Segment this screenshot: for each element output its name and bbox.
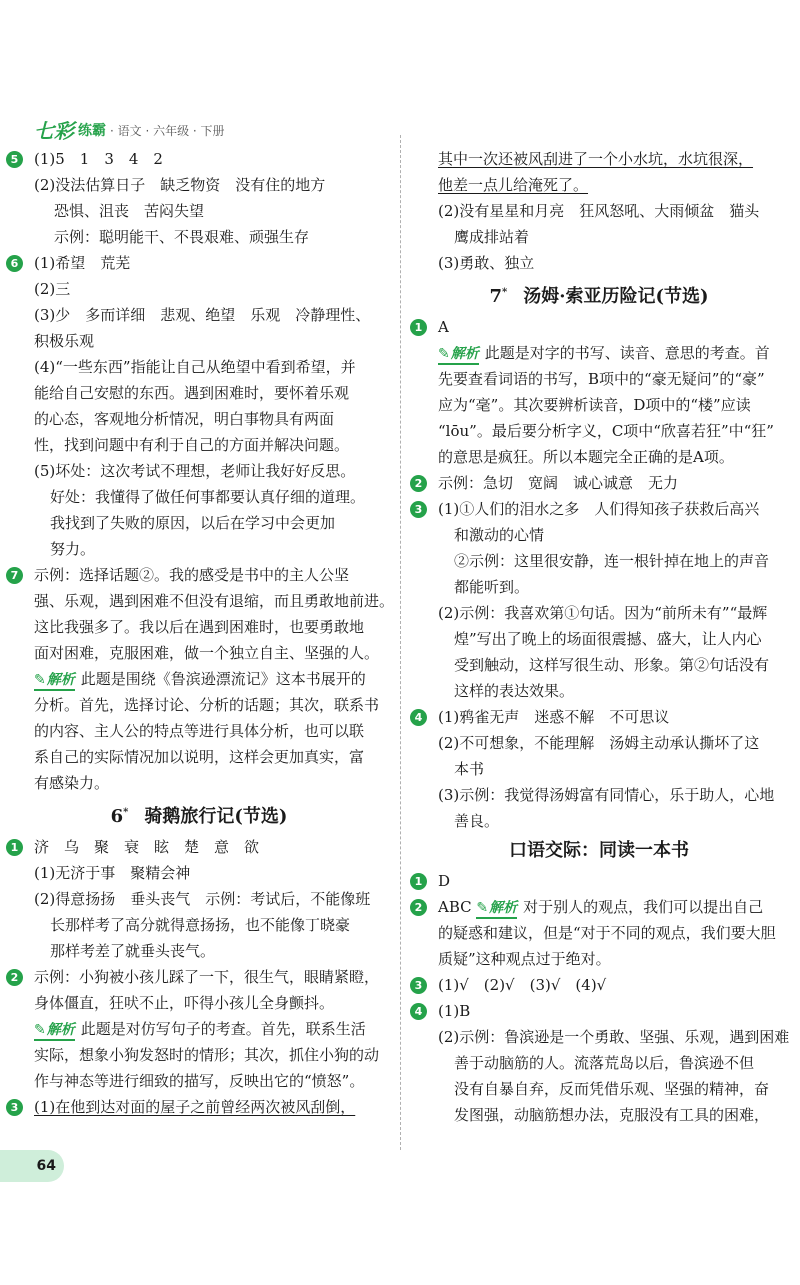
answer-line: 都能听到。 [454, 578, 530, 596]
answer-line: 努力。 [50, 540, 96, 558]
page-header [34, 120, 225, 142]
analysis-text: 此题是对仿写句子的考查。首先，联系生活 [80, 1020, 366, 1038]
analysis-tag: ✎ 解析 [34, 1021, 75, 1041]
lesson-6-answer-3-continued [410, 146, 788, 276]
answer-line: (1)鸦雀无声 迷惑不解 不可思议 [438, 708, 670, 726]
lesson-number: 7 [489, 286, 502, 307]
analysis-line [438, 340, 788, 366]
answer-line: “lōu”。最后要分析字义，C项中“欣喜若狂”中“狂” [438, 422, 774, 440]
question-number-badge: 1 [410, 873, 427, 890]
answer-6 [6, 250, 392, 562]
answer-line: 示例：选择话题②。我的感受是书中的主人公坚 [34, 566, 350, 584]
answer-line: (1)无济于事 聚精会神 [34, 864, 191, 882]
answer-line: (1)希望 荒芜 [34, 254, 131, 272]
lesson-mark: * [123, 807, 129, 818]
answer-line: 其中一次还被风刮进了一个小水坑，水坑很深， [438, 150, 754, 168]
answer-line: 的心态，客观地分析情况，明白事物具有两面 [34, 410, 335, 428]
answer-line: 分析。首先，选择讨论、分析的话题；其次，联系书 [34, 696, 380, 714]
answer-line: (3)少 多而详细 悲观、绝望 乐观 冷静理性、 [34, 306, 371, 324]
analysis-line [438, 894, 788, 920]
question-number-badge: 6 [6, 255, 23, 272]
answer-line: (2)三 [34, 280, 71, 298]
answer-line: 我找到了失败的原因，以后在学习中会更加 [50, 514, 336, 532]
brand-logo: 七彩 [34, 119, 74, 143]
answer-line: 示例：急切 宽阔 诚心诚意 无力 [438, 474, 679, 492]
answer-line: (2)没有星星和月亮 狂风怒吼、大雨倾盆 猫头 [438, 202, 760, 220]
answer-7 [6, 562, 395, 796]
answer-line: 这样的表达效果。 [454, 682, 575, 700]
analysis-tag: ✎ 解析 [476, 899, 517, 919]
lesson-7-answer-1 [410, 314, 788, 470]
answer-choice: ABC [438, 898, 472, 916]
answer-line: 示例：聪明能干、不畏艰难、顽强生存 [54, 228, 310, 246]
answer-line: (1)5 1 3 4 2 [34, 150, 163, 168]
answer-line: (5)坏处：这次考试不理想，老师让我好好反思。 [34, 462, 356, 480]
page-number: 64 [0, 1150, 64, 1182]
answer-line: 发图强，动脑筋想办法，克服没有工具的困难， [454, 1106, 770, 1124]
answer-line: 作与神态等进行细致的描写，反映出它的“愤怒”。 [34, 1072, 365, 1090]
answer-line: 那样考差了就垂头丧气。 [50, 942, 216, 960]
answer-line: ②示例：这里很安静，连一根针掉在地上的声音 [454, 552, 770, 570]
answer-line: (2)不可想象，不能理解 汤姆主动承认撕坏了这 [438, 734, 760, 752]
question-number-badge: 1 [410, 319, 427, 336]
lesson-7-title [410, 278, 788, 312]
answer-line: 鹰成排站着 [454, 228, 530, 246]
answer-line: 有感染力。 [34, 774, 110, 792]
lesson-number: 6 [110, 806, 124, 827]
answer-line: 面对困难，克服困难，做一个独立自主、坚强的人。 [34, 644, 380, 662]
oral-answer-1 [410, 868, 788, 894]
lesson-title: 骑鹅旅行记(节选) [144, 806, 288, 827]
series-name: 练霸 [78, 123, 106, 139]
answer-line: (1)B [438, 1002, 471, 1020]
question-number-badge: 3 [6, 1099, 23, 1116]
answer-line: 实际，想象小狗发怒时的情形；其次，抓住小狗的动 [34, 1046, 380, 1064]
question-number-badge: 2 [410, 899, 427, 916]
answer-line: 身体僵直，狂吠不止，吓得小孩儿全身颤抖。 [34, 994, 335, 1012]
answer-line: 这比我强多了。我以后在遇到困难时，也要勇敢地 [34, 618, 365, 636]
left-column [6, 146, 395, 1120]
answer-line: 积极乐观 [34, 332, 95, 350]
question-number-badge: 3 [410, 977, 427, 994]
question-number-badge: 4 [410, 1003, 427, 1020]
answer-line: 的内容、主人公的特点等进行具体分析，也可以联 [34, 722, 365, 740]
answer-line: 应为“毫”。其次要辨析读音，D项中的“楼”应读 [438, 396, 751, 414]
lesson-6-answer-3 [6, 1094, 392, 1120]
question-number-badge: 5 [6, 151, 23, 168]
question-number-badge: 3 [410, 501, 427, 518]
lesson-mark: * [501, 287, 508, 298]
answer-line: 济 乌 聚 衰 眩 楚 意 欲 [34, 838, 260, 856]
answer-line: 系自己的实际情况加以说明，这样会更加真实，富 [34, 748, 365, 766]
answer-5 [6, 146, 392, 250]
answer-line: A [438, 318, 449, 336]
answer-line: 长那样考了高分就得意扬扬，也不能像丁晓豪 [50, 916, 351, 934]
answer-line: 他差一点儿给淹死了。 [438, 176, 589, 194]
answer-line: 示例：小狗被小孩儿踩了一下，很生气，眼睛紧瞪， [34, 968, 380, 986]
answer-line: 本书 [454, 760, 485, 778]
lesson-6-answer-1 [6, 834, 392, 964]
oral-answer-3 [410, 972, 788, 998]
question-number-badge: 2 [410, 475, 427, 492]
question-number-badge: 7 [6, 567, 23, 584]
analysis-tag: ✎ 解析 [438, 345, 479, 365]
answer-line: 没有自暴自弃，反而凭借乐观、坚强的精神，奋 [454, 1080, 770, 1098]
answer-line: 能给自己安慰的东西。遇到困难时，要怀着乐观 [34, 384, 350, 402]
answer-line: D [438, 872, 451, 890]
oral-communication-title: 口语交际：同读一本书 [509, 840, 689, 861]
answer-line: 恐惧、沮丧 苦闷失望 [54, 202, 205, 220]
oral-answer-2 [410, 894, 788, 972]
answer-line: (3)示例：我觉得汤姆富有同情心，乐于助人，心地 [438, 786, 775, 804]
lesson-7-answer-2 [410, 470, 788, 496]
answer-line: (2)示例：鲁滨逊是一个勇敢、坚强、乐观，遇到困难 [438, 1028, 790, 1046]
answer-line: (2)示例：我喜欢第①句话。因为“前所未有”“最辉 [438, 604, 768, 622]
answer-line: 先要查看词语的书写，B项中的“豪无疑问”的“豪” [438, 370, 765, 388]
analysis-tag: ✎ 解析 [34, 671, 75, 691]
lesson-title: 汤姆·索亚历险记(节选) [523, 286, 709, 307]
answer-line: 煌”写出了晚上的场面很震撼、盛大，让人内心 [454, 630, 762, 648]
analysis-line [34, 666, 392, 692]
right-column [410, 146, 788, 1128]
question-number-badge: 1 [6, 839, 23, 856]
answer-line: (1)在他到达对面的屋子之前曾经两次被风刮倒， [34, 1098, 356, 1116]
answer-line: 善于动脑筋的人。流落荒岛以后，鲁滨逊不但 [454, 1054, 755, 1072]
answer-line: (2)没法估算日子 缺乏物资 没有住的地方 [34, 176, 326, 194]
lesson-6-answer-2 [6, 964, 392, 1094]
answer-line: 和激动的心情 [454, 526, 545, 544]
column-divider [400, 135, 401, 1150]
breadcrumb: · 语文 · 六年级 · 下册 [110, 124, 225, 138]
analysis-text: 对于别人的观点，我们可以提出自己 [523, 898, 764, 916]
analysis-text: 此题是围绕《鲁滨逊漂流记》这本书展开的 [80, 670, 366, 688]
lesson-7-answer-3 [410, 496, 788, 704]
answer-line: (3)勇敢、独立 [438, 254, 535, 272]
answer-line: (2)得意扬扬 垂头丧气 示例：考试后，不能像班 [34, 890, 371, 908]
question-number-badge: 4 [410, 709, 427, 726]
answer-line: (1)√ (2)√ (3)√ (4)√ [438, 976, 607, 994]
oral-answer-4 [410, 998, 788, 1128]
lesson-7-answer-4 [410, 704, 788, 834]
answer-line: 性，找到问题中有利于自己的方面并解决问题。 [34, 436, 350, 454]
answer-line: (1)①人们的泪水之多 人们得知孩子获救后高兴 [438, 500, 760, 518]
answer-line: 好处：我懂得了做任何事都要认真仔细的道理。 [50, 488, 366, 506]
analysis-text: 此题是对字的书写、读音、意思的考查。首 [484, 344, 770, 362]
answer-line: 善良。 [454, 812, 500, 830]
answer-line: 质疑”这种观点过于绝对。 [438, 950, 611, 968]
answer-line: 受到触动，这样写很生动、形象。第②句话没有 [454, 656, 770, 674]
lesson-6-title [6, 798, 392, 832]
answer-line: 的意思是疯狂。所以本题完全正确的是A项。 [438, 448, 734, 466]
answer-line: 强、乐观，遇到困难不但没有退缩，而且勇敢地前进。 [34, 592, 395, 610]
answer-line: (4)“一些东西”指能让自己从绝望中看到希望，并 [34, 358, 356, 376]
answer-line: 的疑惑和建议，但是“对于不同的观点，我们要大胆 [438, 924, 776, 942]
question-number-badge: 2 [6, 969, 23, 986]
analysis-line [34, 1016, 392, 1042]
